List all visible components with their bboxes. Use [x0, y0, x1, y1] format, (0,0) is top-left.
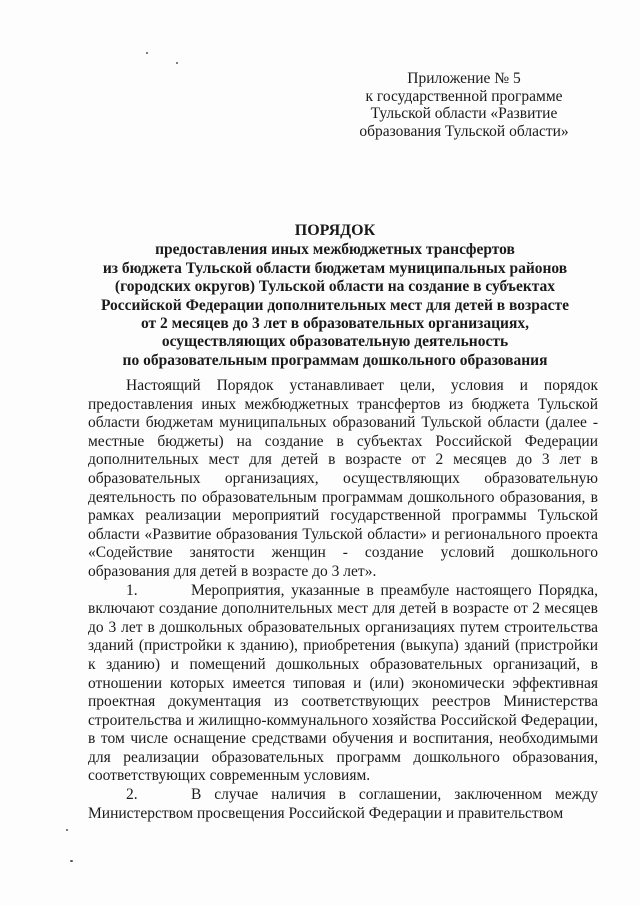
document-title [80, 222, 590, 370]
appendix-line: Приложение № 5 [407, 70, 521, 87]
title-line: Российской Федерации дополнительных мест для детей в возрасте [100, 296, 570, 314]
title-line: по образовательным программам дошкольного образования [122, 351, 548, 369]
appendix-header [330, 70, 598, 140]
appendix-line: образования Тульской области» [359, 122, 569, 140]
item-1-number: 1. [126, 581, 138, 599]
scan-speck [66, 829, 68, 831]
title-line: из бюджета Тульской области бюджетам муниципальных районов [102, 259, 568, 277]
preamble-paragraph: Настоящий Порядок устанавливает цели, условия и порядок предоставления иных межбюджетных трансфертов из бюджета Тульской области бюджетам муниципальных образований Тульской области (далее - местные бюджеты) на создание в субъектах Российской Федерации дополнительных мест для детей в возрасте от 2 месяцев до 3 лет в образовательных организациях, осуществляющих образовательную деятельность по образовательным программам дошкольного образования, в рамках реализации мероприятий государственной программы Тульской области «Развитие образования Тульской области» и регионального проекта «Содействие занятости женщин - создание условий дошкольного образования для детей в возрасте до 3 лет». [88, 377, 598, 580]
item-2-number: 2. [126, 786, 138, 804]
title-main: ПОРЯДОК [294, 222, 376, 239]
scan-speck [176, 62, 178, 64]
document-body [88, 377, 598, 823]
title-line: от 2 месяцев до 3 лет в образовательных организациях, [140, 315, 529, 333]
title-line: предоставления иных межбюджетных трансфертов [155, 241, 515, 259]
item-2-paragraph [88, 786, 598, 823]
item-1-text: Мероприятия, указанные в преамбуле настоящего Порядка, включают создание дополнительных мест для детей в возрасте от 2 месяцев до 3 лет в дошкольных образовательных организациях путем строительства зданий (пристройки к зданию), приобретения (выкупа) зданий (пристройки к зданию) и помещений дошкольных образовательных организаций, в отношении которых имеется типовая и (или) экономически эффективная проектная документация из соответствующих реестров Министерства строительства и жилищно-коммунального хозяйства Российской Федерации, в том числе оснащение средствами обучения и воспитания, необходимыми для реализации образовательных программ дошкольного образования, соответствующих современным условиям. [88, 581, 598, 785]
item-2-text: В случае наличия в соглашении, заключенном между Министерством просвещения Российской Федерации и правительством [88, 786, 598, 822]
title-line: осуществляющих образовательную деятельность [161, 333, 509, 351]
scan-speck [146, 52, 148, 54]
appendix-line: Тульской области «Развитие [370, 105, 558, 122]
scan-speck [70, 860, 73, 862]
item-1-paragraph [88, 582, 598, 787]
appendix-line: к государственной программе [365, 87, 563, 105]
title-line: (городских округов) Тульской области на создание в субъектах [114, 278, 556, 296]
